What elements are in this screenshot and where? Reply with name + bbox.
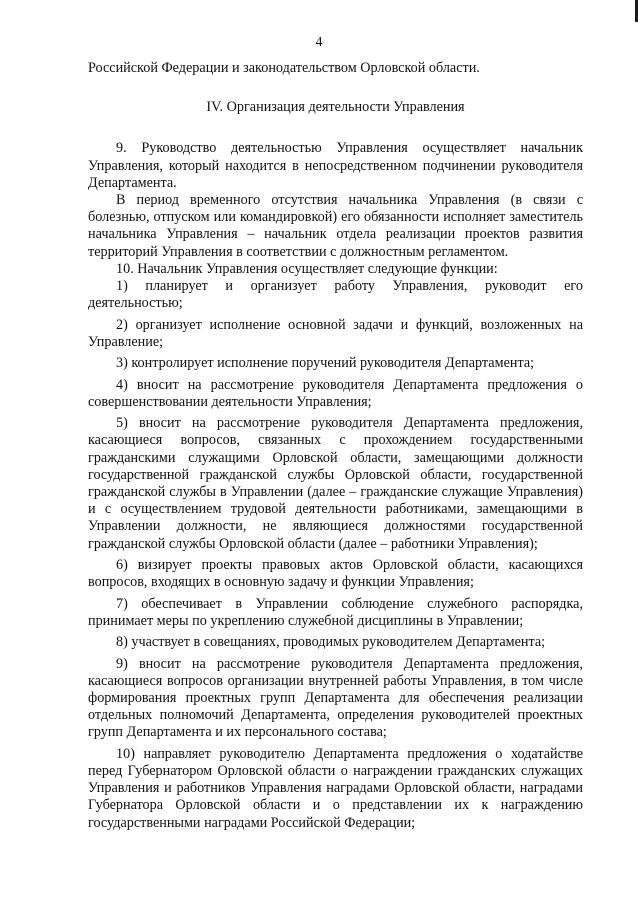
function-item-1: 1) планирует и организует работу Управления, руководит его деятельностью; xyxy=(88,278,583,312)
function-item-4: 4) вносит на рассмотрение руководителя Департамента предложения о совершенствовании деятельности Управления; xyxy=(88,376,583,410)
function-item-8: 8) участвует в совещаниях, проводимых руководителем Департамента; xyxy=(116,634,546,651)
function-item-3: 3) контролирует исполнение поручений руководителя Департамента; xyxy=(116,355,535,372)
paragraph-10: 10. Начальник Управления осуществляет следующие функции: xyxy=(116,260,498,277)
document-body xyxy=(88,60,583,832)
paragraph-acting-head: В период временного отсутствия начальника Управления (в связи с болезнью, отпуском или командировкой) его обязанности исполняет заместитель начальника Управления – начальник отдела реализации проектов развития территорий Управления в соответствии с должностным регламентом. xyxy=(88,192,583,260)
paragraph-9: 9. Руководство деятельностью Управления осуществляет начальник Управления, который находится в непосредственном подчинении руководителя Департамента. xyxy=(88,140,583,191)
function-item-7: 7) обеспечивает в Управлении соблюдение служебного распорядка, принимает меры по укреплению служебной дисциплины в Управлении; xyxy=(88,595,583,629)
page-number: 4 xyxy=(315,34,323,49)
function-item-5: 5) вносит на рассмотрение руководителя Департамента предложения, касающиеся вопросов, связанных с прохождением государственными гражданскими служащими Орловской области, замещающими должности государственной гражданской службы Орловской области, государственной гражданской службы в Управлении (далее – гражданские служащие Управления) и с осуществлением трудовой деятельности работниками, замещающими в Управлении должности, не являющиеся должностями государственной гражданской службы Орловской области (далее – работники Управления); xyxy=(88,415,583,552)
section-heading: IV. Организация деятельности Управления xyxy=(206,99,465,116)
function-item-10: 10) направляет руководителю Департамента предложения о ходатайстве перед Губернатором Орловской области о награждении гражданских служащих Управления и работников Управления наградами Орловской области, наградами Губернатора Орловской области и о представлении их к награждению государственными наградами Российской Федерации; xyxy=(88,745,583,831)
function-item-9: 9) вносит на рассмотрение руководителя Департамента предложения, касающиеся вопросов организации внутренней работы Управления, в том числе формирования проектных групп Департамента для обеспечения реализации отдельных полномочий Департамента, определения руководителей проектных групп Департамента и их персонального состава; xyxy=(88,655,583,741)
function-item-6: 6) визирует проекты правовых актов Орловской области, касающихся вопросов, входящих в основную задачу и функции Управления; xyxy=(88,557,583,591)
intro-continuation: Российской Федерации и законодательством Орловской области. xyxy=(88,60,480,76)
function-item-2: 2) организует исполнение основной задачи и функций, возложенных на Управление; xyxy=(88,316,583,350)
